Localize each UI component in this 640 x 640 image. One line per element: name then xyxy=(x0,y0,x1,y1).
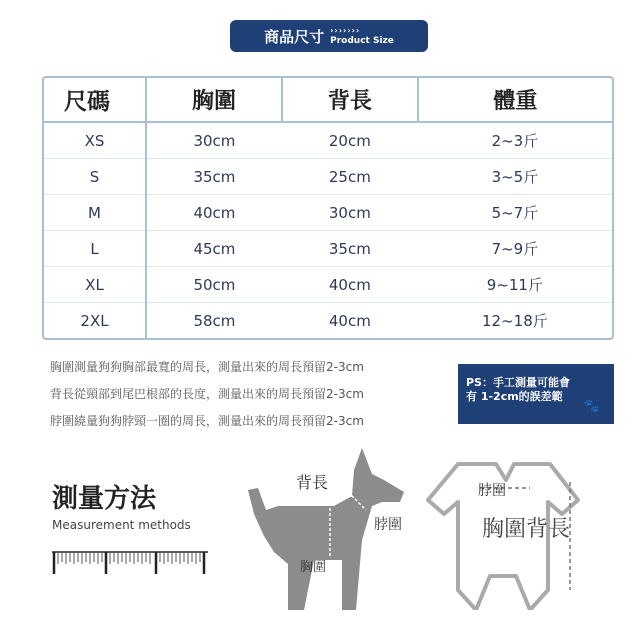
ps-line-1: PS：手工測量可能會 xyxy=(466,376,570,389)
label-back-length: 背長 xyxy=(296,473,329,492)
product-size-badge xyxy=(230,20,428,52)
ruler-icon xyxy=(52,542,208,576)
measurement-notes xyxy=(50,354,450,435)
paw-icon: 🐾 xyxy=(583,399,600,414)
cell-chest: 58cm xyxy=(193,311,236,330)
cell-weight: 12~18斤 xyxy=(482,312,548,331)
cell-size: L xyxy=(44,231,146,267)
cell-chest: 40cm xyxy=(146,195,282,231)
cell-chest: 50cm xyxy=(146,267,282,303)
cell-weight: 5~7斤 xyxy=(418,195,612,231)
cell-size: S xyxy=(44,159,146,195)
ps-line-2: 有 1-2cm的誤差範 xyxy=(466,390,563,403)
col-header-chest: 胸圍 xyxy=(146,78,282,122)
table-row xyxy=(44,231,612,267)
cell-size: M xyxy=(44,195,146,231)
cell-chest: 35cm xyxy=(146,159,282,195)
table-row xyxy=(44,122,612,159)
header-arrows: ››››››› xyxy=(330,26,361,35)
label-neck: 脖圍 xyxy=(374,517,402,533)
method-title: 測量方法 xyxy=(52,484,157,514)
note-neck: 脖圍繞量狗狗脖頸一圈的周長，測量出來的周長預留2-3cm xyxy=(50,414,364,428)
table-row xyxy=(44,267,612,303)
cell-back: 40cm xyxy=(328,311,371,330)
note-back: 背長從頸部到尾巴根部的長度，測量出來的周長預留2-3cm xyxy=(50,387,364,401)
cell-weight: 3~5斤 xyxy=(418,159,612,195)
cell-back: 30cm xyxy=(282,195,418,231)
cell-size: 2XL xyxy=(44,303,146,338)
table-row xyxy=(44,195,612,231)
cell-chest: 45cm xyxy=(146,231,282,267)
header-title-zh: 商品尺寸 xyxy=(264,27,325,46)
col-header-back: 背長 xyxy=(282,78,418,122)
cell-back: 40cm xyxy=(282,267,418,303)
cell-size: XL xyxy=(44,267,146,303)
table-row xyxy=(44,159,612,195)
col-header-size: 尺碼 xyxy=(44,78,146,122)
note-chest: 胸圍測量狗狗胸部最寬的周長，測量出來的周長預留2-3cm xyxy=(50,360,364,374)
cell-back: 25cm xyxy=(282,159,418,195)
cell-back: 20cm xyxy=(282,122,418,159)
cell-chest: 30cm xyxy=(146,122,282,159)
cell-weight: 7~9斤 xyxy=(418,231,612,267)
cell-back: 35cm xyxy=(282,231,418,267)
size-table xyxy=(42,76,614,340)
label-chest: 胸圍 xyxy=(300,560,327,575)
cell-weight: 2~3斤 xyxy=(418,122,612,159)
label-chest-back-garment: 胸圍背長 xyxy=(482,517,571,542)
table-row xyxy=(44,303,612,338)
col-header-weight: 體重 xyxy=(418,78,612,122)
header-title-en: Product Size xyxy=(330,36,394,46)
cell-size: XS xyxy=(44,122,146,159)
ps-note-box xyxy=(458,364,614,424)
method-subtitle: Measurement methods xyxy=(52,518,191,532)
label-neck-garment: 脖圍 xyxy=(478,483,506,499)
cell-weight: 9~11斤 xyxy=(418,267,612,303)
